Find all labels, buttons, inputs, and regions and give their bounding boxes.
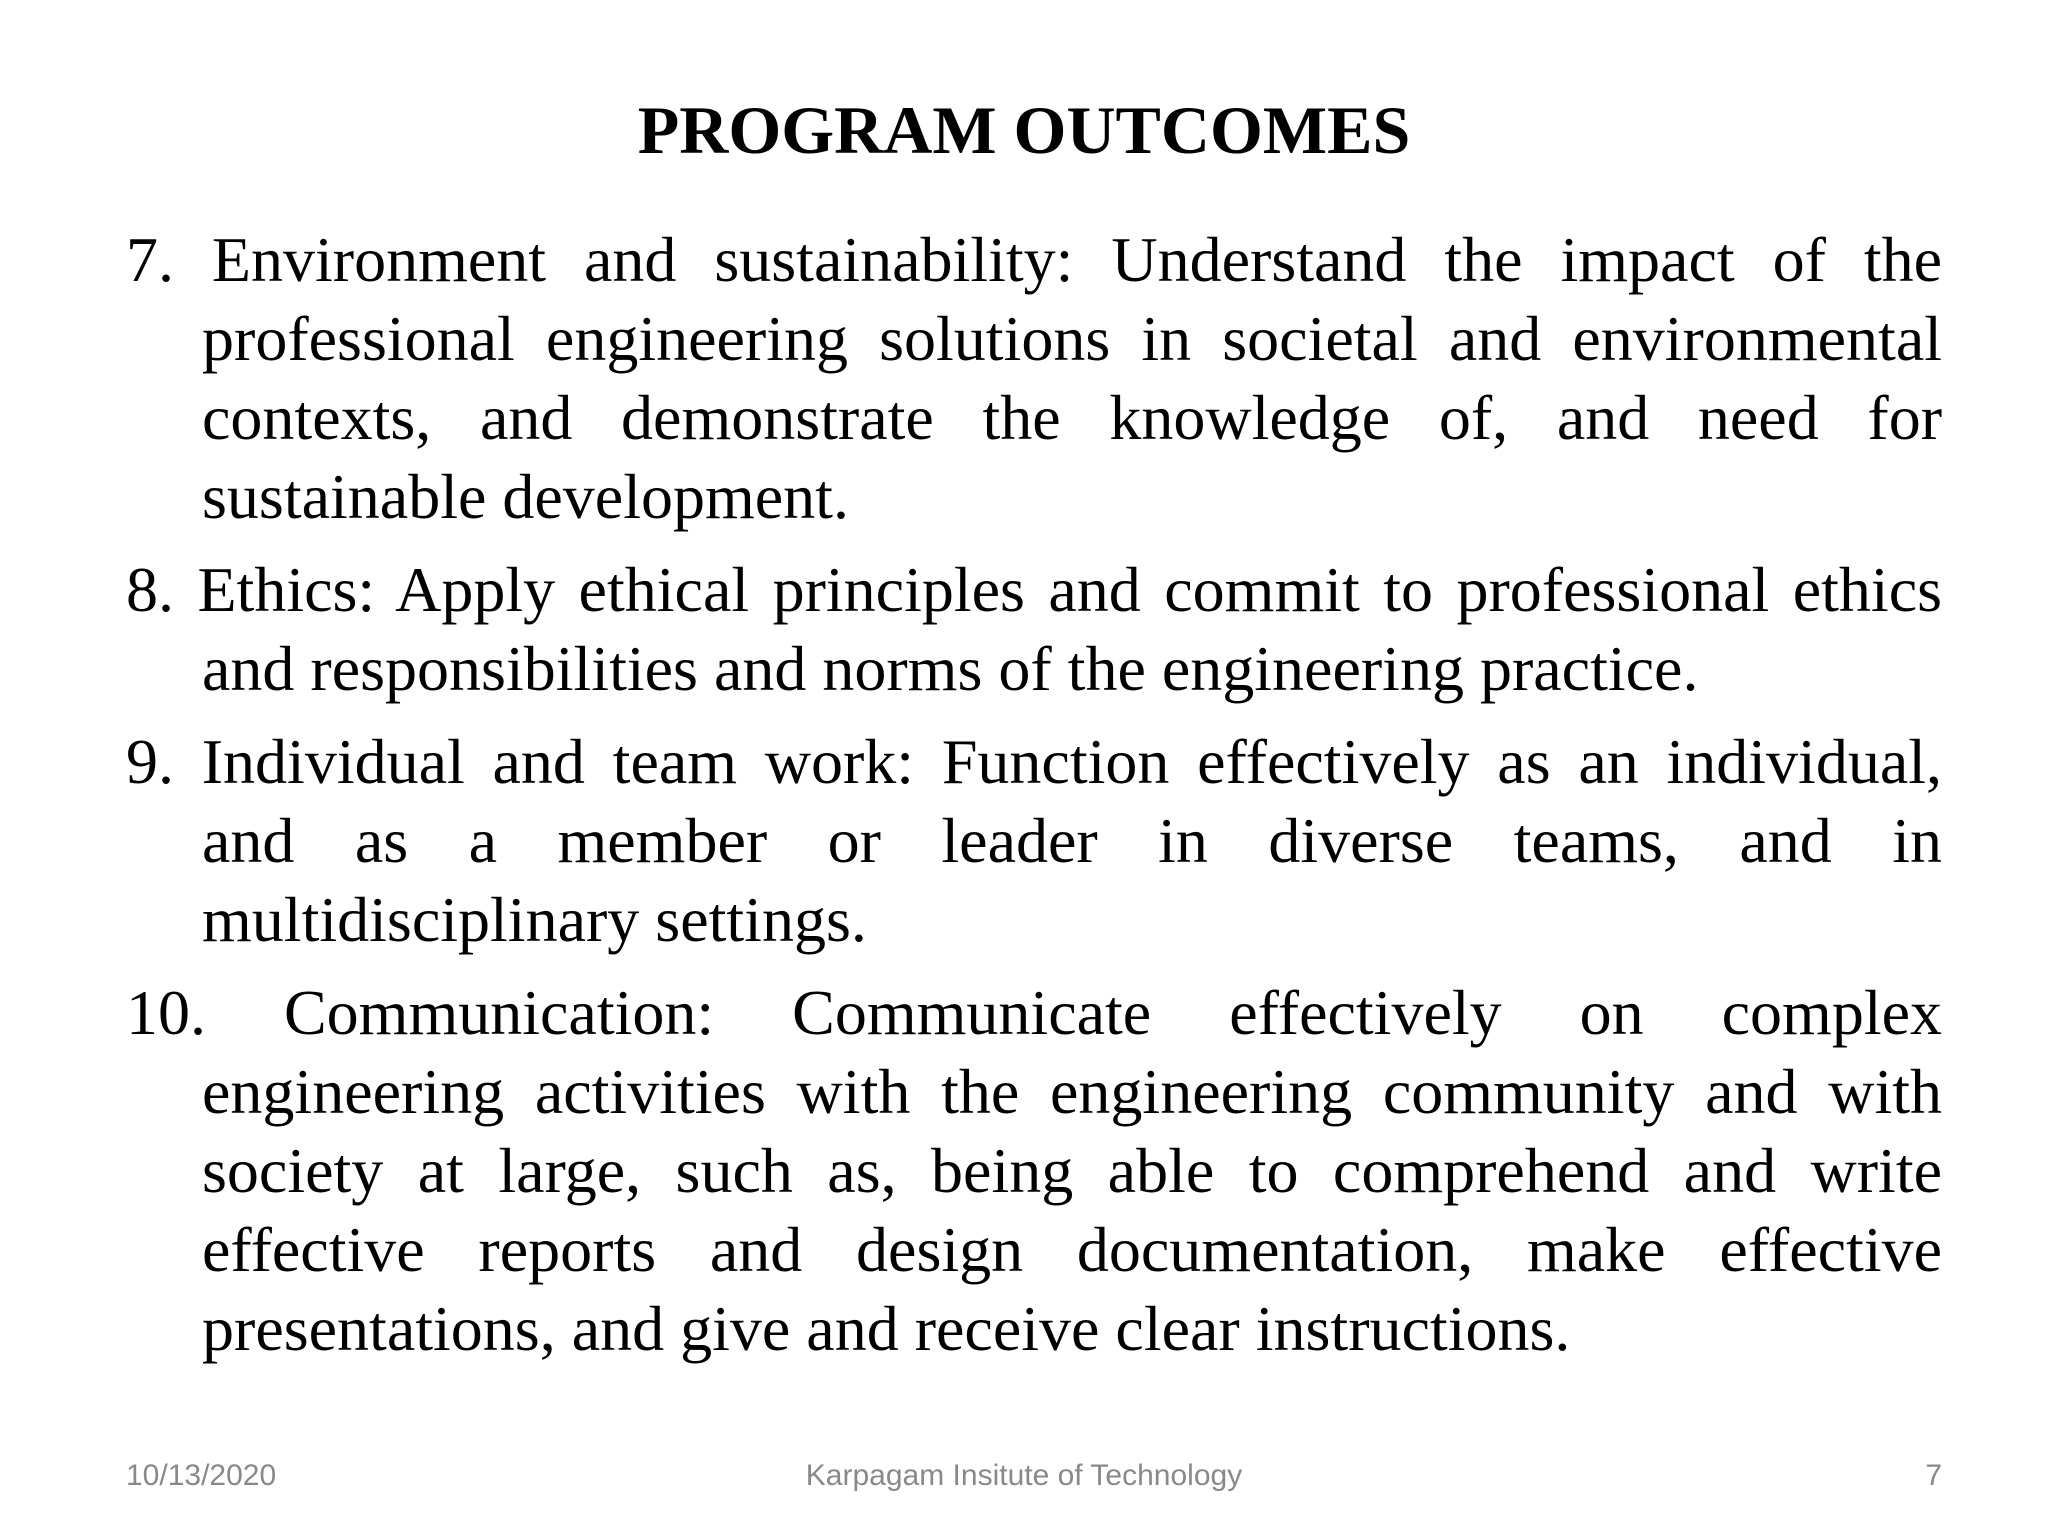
outcome-item-7: 7. Environment and sustainability: Understand the impact of the professional engineering solutions in societal and environmental contexts, and demonstrate the knowledge of, and need for sustainable development. — [126, 224, 1942, 532]
outcome-item-9: 9. Individual and team work: Function effectively as an individual, and as a member or leader in diverse teams, and in multidisciplinary settings. — [126, 726, 1942, 955]
footer-date: 10/13/2020 — [126, 1459, 277, 1492]
outcomes-list — [126, 220, 1942, 1382]
outcome-item-8: 8. Ethics: Apply ethical principles and commit to professional ethics and responsibilities and norms of the engineering practice. — [126, 554, 1942, 704]
footer-organization: Karpagam Insitute of Technology — [805, 1459, 1243, 1492]
slide-title: PROGRAM OUTCOMES — [637, 92, 1411, 168]
footer-page-number: 7 — [1925, 1459, 1942, 1492]
outcome-item-10: 10. Communication: Communicate effectively on complex engineering activities with the engineering community and with society at large, such as, being able to comprehend and write effective reports and design documentation, make effective presentations, and give and receive clear instructions. — [126, 977, 1942, 1364]
